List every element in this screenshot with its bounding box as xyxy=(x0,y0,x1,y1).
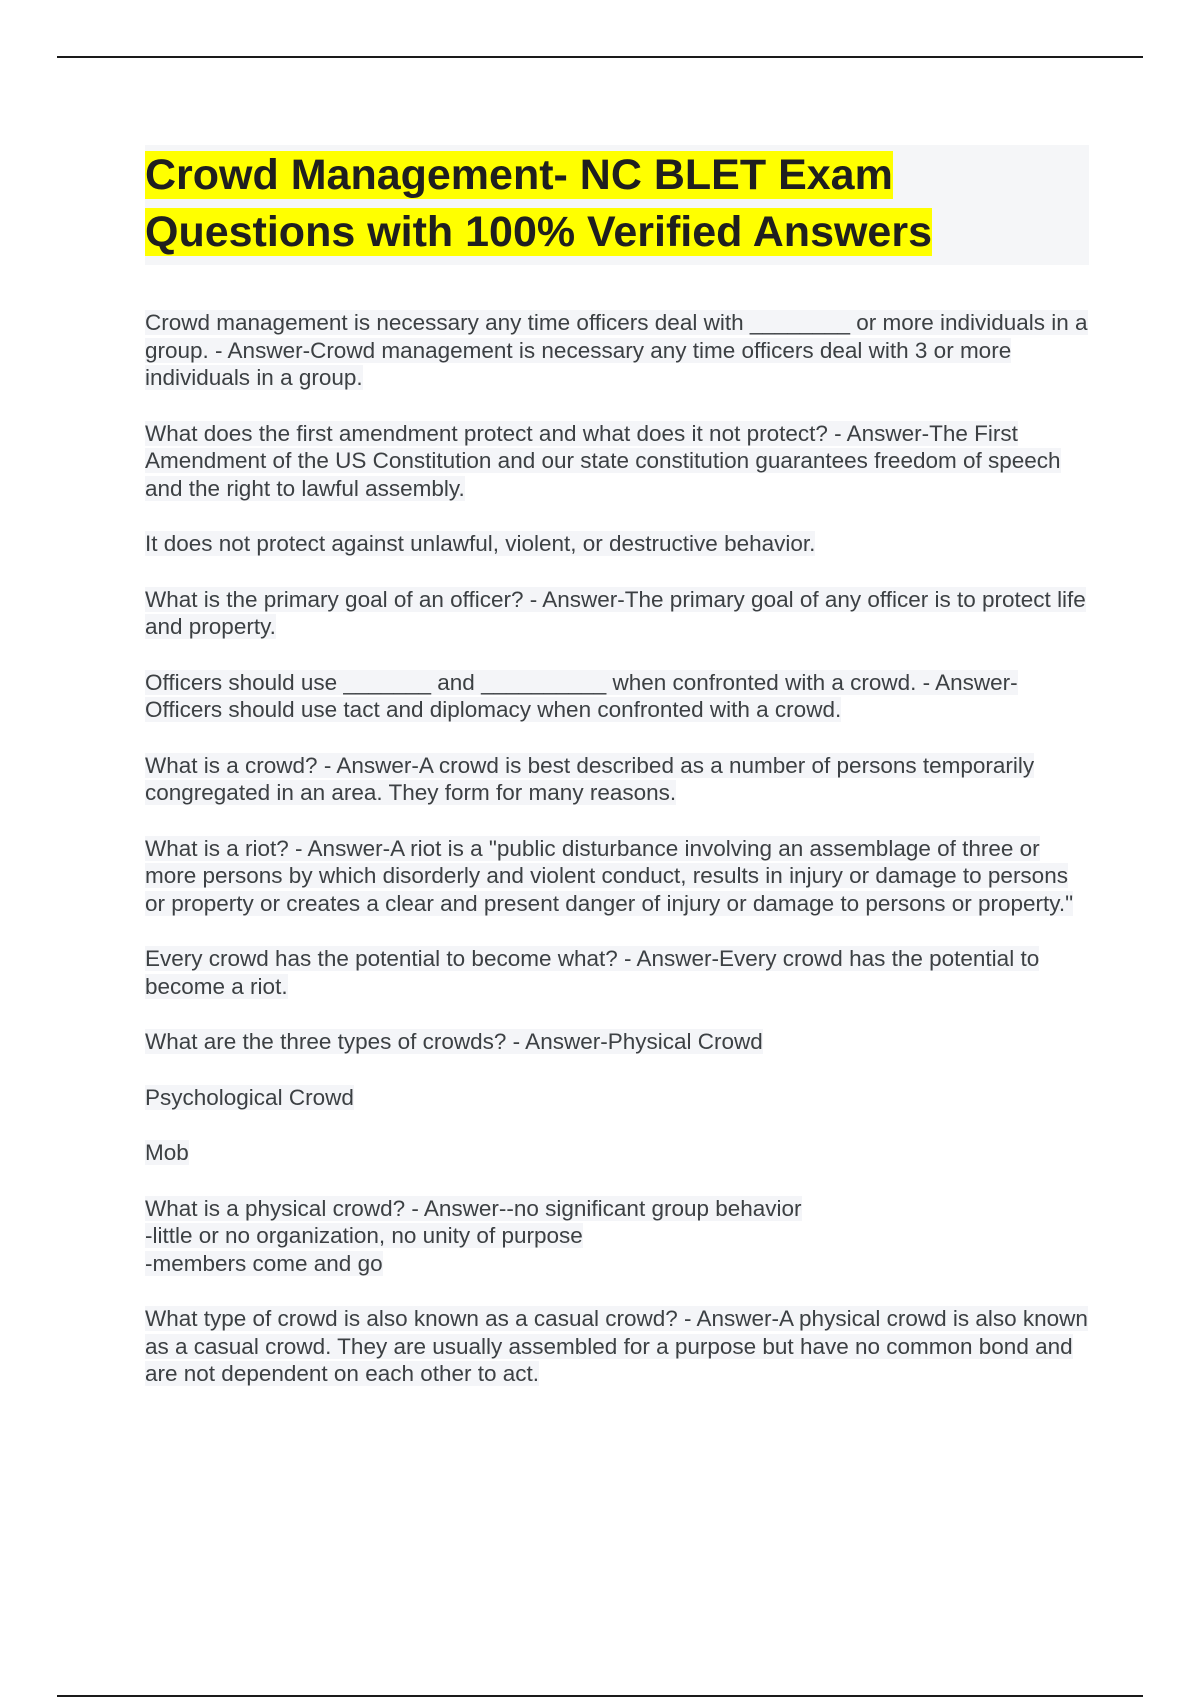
qa-paragraph: It does not protect against unlawful, violent, or destructive behavior. xyxy=(145,531,816,556)
title-line-2: Questions with 100% Verified Answers xyxy=(145,208,932,256)
qa-paragraph: What is a riot? - Answer-A riot is a "public disturbance involving an assemblage of three or more persons by which disorderly and violent conduct, results in injury or damage to persons or property or creates a clear and present danger of injury or damage to persons or property." xyxy=(145,835,1074,916)
title-block xyxy=(145,145,1089,265)
qa-paragraph: What is a physical crowd? - Answer--no significant group behavior -little or no organization, no unity of purpose -members come and go xyxy=(145,1195,802,1276)
document-body xyxy=(145,145,1089,1416)
top-rule xyxy=(57,56,1143,58)
qa-paragraph: Every crowd has the potential to become what? - Answer-Every crowd has the potential to become a riot. xyxy=(145,946,1040,999)
document-title xyxy=(145,147,1089,261)
qa-paragraph: What is a crowd? - Answer-A crowd is best described as a number of persons temporarily congregated in an area. They form for many reasons. xyxy=(145,752,1035,805)
qa-paragraph: Mob xyxy=(145,1140,189,1165)
title-line-1: Crowd Management- NC BLET Exam xyxy=(145,151,893,199)
qa-paragraph: What are the three types of crowds? - Answer-Physical Crowd xyxy=(145,1029,763,1054)
qa-paragraph: Psychological Crowd xyxy=(145,1084,354,1110)
qa-paragraph: What does the first amendment protect and what does it not protect? - Answer-The First Amendment of the US Constitution and our state constitution guarantees freedom of speech and the right to lawful assembly. xyxy=(145,420,1061,501)
qa-paragraph: What type of crowd is also known as a casual crowd? - Answer-A physical crowd is also known as a casual crowd. They are usually assembled for a purpose but have no common bond and are not dependent on each other to act. xyxy=(145,1306,1088,1386)
bottom-rule xyxy=(57,1695,1143,1697)
qa-paragraph: Crowd management is necessary any time officers deal with ________ or more individuals in a group. - Answer-Crowd management is necessary any time officers deal with 3 or more individuals in a group. xyxy=(145,310,1088,390)
qa-paragraph: What is the primary goal of an officer? - Answer-The primary goal of any officer is to protect life and property. xyxy=(145,586,1086,639)
qa-paragraph: Officers should use _______ and __________ when confronted with a crowd. - Answer-Officers should use tact and diplomacy when confronted with a crowd. xyxy=(145,669,1018,722)
